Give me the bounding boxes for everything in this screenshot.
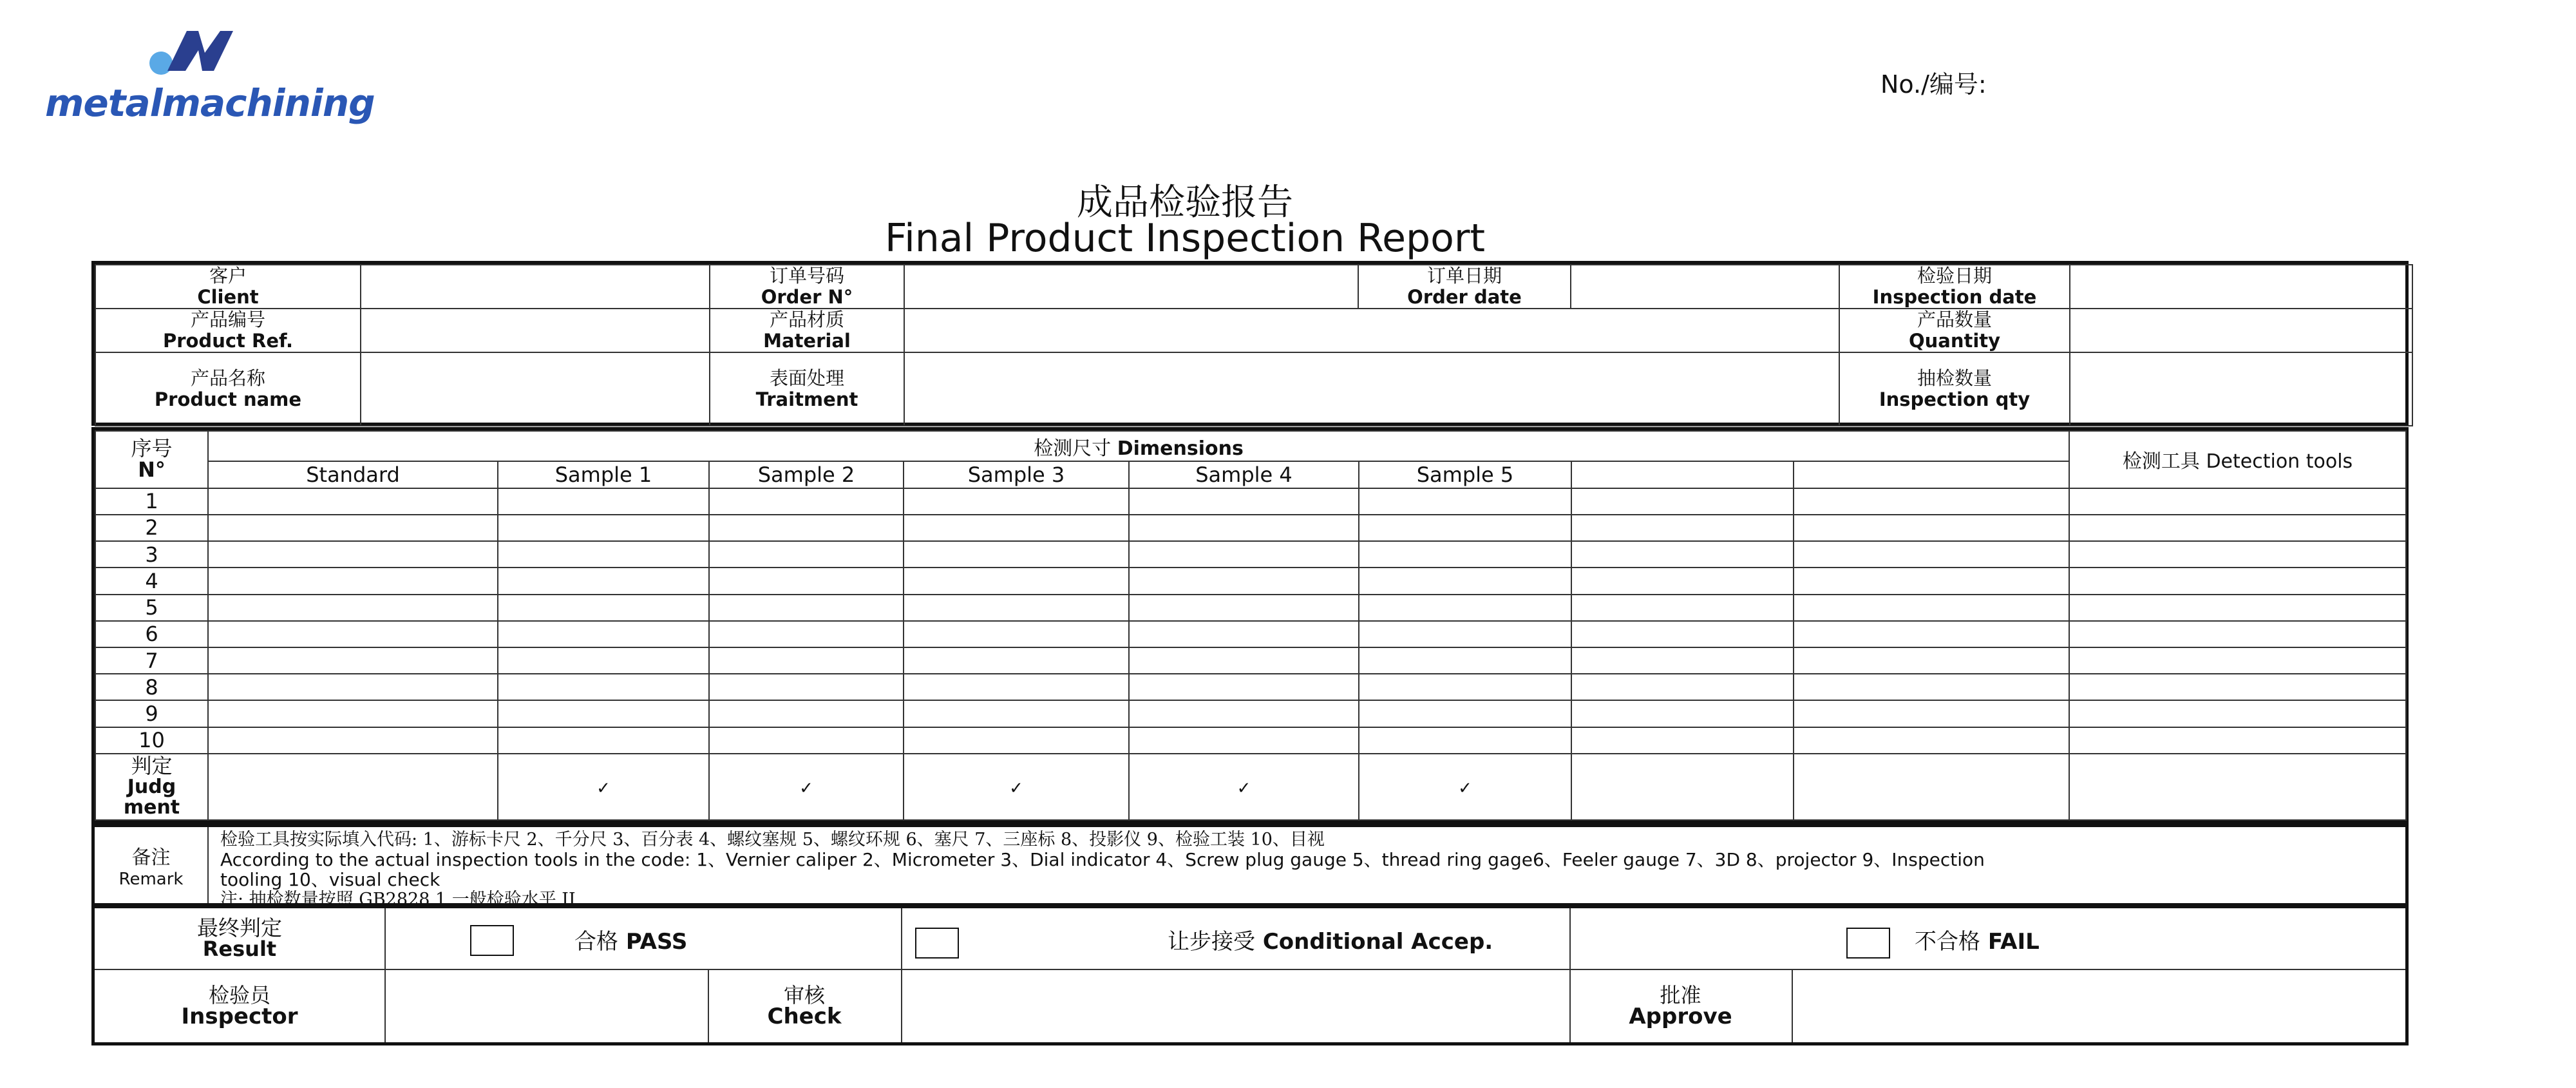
measurement-cell[interactable] (498, 621, 709, 647)
measurement-cell[interactable] (1359, 621, 1571, 647)
treatment-label: 表面处理 Traitment (710, 352, 904, 426)
report-title-cn: 成品检验报告 (1077, 182, 1293, 224)
measurement-cell[interactable] (498, 488, 709, 515)
measurement-cell[interactable] (1359, 727, 1571, 754)
measurement-cell[interactable] (1129, 647, 1359, 674)
row-number-header: 序号 N° (95, 431, 208, 488)
judgment-check-cell[interactable] (498, 754, 709, 820)
conditional-label: 让步接受 Conditional Accep. (1168, 929, 1493, 955)
measurement-cell[interactable] (1794, 595, 2069, 621)
table-row (95, 568, 2406, 594)
material-field[interactable] (904, 309, 1839, 352)
fail-label: 不合格 FAIL (1915, 929, 2040, 955)
row-number: 5 (95, 595, 208, 621)
measurement-cell[interactable] (1794, 568, 2069, 594)
treatment-field[interactable] (904, 352, 1839, 426)
measurement-cell[interactable] (904, 647, 1129, 674)
order-no-field[interactable] (904, 265, 1358, 309)
header-info-section (91, 261, 2409, 426)
check-mark-icon: ✓ (1236, 779, 1251, 799)
measurement-cell[interactable] (498, 674, 709, 700)
measurement-cell[interactable] (498, 700, 709, 727)
check-mark-icon: ✓ (1458, 779, 1472, 799)
inspection-qty-field[interactable] (2070, 352, 2412, 426)
fail-checkbox[interactable] (1846, 928, 1890, 959)
measurement-cell[interactable] (709, 700, 904, 727)
table-row (95, 541, 2406, 568)
measurement-cell[interactable] (208, 621, 498, 647)
remark-line-4: 注: 抽检数量按照 GB2828.1 一般检验水平 II (220, 890, 576, 910)
measurement-cell[interactable] (1359, 647, 1571, 674)
measurement-cell[interactable] (1794, 700, 2069, 727)
material-label: 产品材质 Material (710, 309, 904, 352)
measurement-cell[interactable] (1129, 700, 1359, 727)
measurement-cell[interactable] (709, 621, 904, 647)
measurement-cell[interactable] (2069, 727, 2406, 754)
measurement-cell[interactable] (498, 595, 709, 621)
measurement-cell[interactable] (208, 488, 498, 515)
check-mark-icon: ✓ (596, 779, 611, 799)
measurement-cell[interactable] (1794, 621, 2069, 647)
table-row (95, 488, 2406, 515)
measurement-cell[interactable] (1129, 568, 1359, 594)
measurement-cell[interactable] (709, 647, 904, 674)
measurement-cell[interactable] (498, 515, 709, 541)
col-sample-2: Sample 2 (709, 461, 904, 488)
product-name-label: 产品名称 Product name (95, 352, 361, 426)
measurement-cell[interactable] (1359, 595, 1571, 621)
result-section (91, 905, 2409, 1045)
measurement-cell[interactable] (208, 541, 498, 568)
measurement-cell[interactable] (208, 727, 498, 754)
measurement-cell[interactable] (2069, 515, 2406, 541)
measurement-cell[interactable] (208, 700, 498, 727)
result-row (95, 908, 2405, 970)
measurement-cell[interactable] (208, 515, 498, 541)
judgment-check-cell[interactable] (1359, 754, 1571, 820)
product-ref-field[interactable] (361, 309, 710, 352)
measurement-cell[interactable] (2069, 674, 2406, 700)
logo-text: metalmachining (45, 81, 375, 125)
measurement-cell[interactable] (498, 568, 709, 594)
measurement-cell[interactable] (1359, 674, 1571, 700)
measurement-cell[interactable] (2069, 647, 2406, 674)
measurement-cell[interactable] (709, 568, 904, 594)
measurement-cell[interactable] (208, 595, 498, 621)
measurement-cell[interactable] (709, 488, 904, 515)
approve-field[interactable] (1792, 970, 2405, 1042)
row-number: 6 (95, 621, 208, 647)
measurement-cell[interactable] (1571, 621, 1794, 647)
remark-line-2: According to the actual inspection tools in the code: 1、Vernier caliper 2、Micrometer 3、Dial indicator 4、Screw plug gauge 5、thread ring gage6、Feeler gauge 7、3D 8、projector 9、Inspection (220, 849, 1985, 870)
inspection-qty-label: 抽检数量 Inspection qty (1839, 352, 2070, 426)
quantity-field[interactable] (2070, 309, 2412, 352)
measurement-cell[interactable] (1571, 595, 1794, 621)
col-sample-3: Sample 3 (904, 461, 1129, 488)
measurement-cell[interactable] (1571, 568, 1794, 594)
row-number: 10 (95, 727, 208, 754)
approve-label: 批准 Approve (1569, 970, 1793, 1042)
col-sample-1: Sample 1 (498, 461, 709, 488)
measurement-cell[interactable] (904, 595, 1129, 621)
table-row (95, 727, 2406, 754)
measurement-cell[interactable] (2069, 595, 2406, 621)
measurement-cell[interactable] (2069, 541, 2406, 568)
row-number: 9 (95, 700, 208, 727)
measurement-cell[interactable] (2069, 488, 2406, 515)
measurement-cell[interactable] (1794, 541, 2069, 568)
measurement-cell[interactable] (904, 488, 1129, 515)
measurement-cell[interactable] (1359, 488, 1571, 515)
table-row (95, 700, 2406, 727)
measurement-cell[interactable] (498, 541, 709, 568)
signoff-row (95, 970, 2405, 1042)
measurement-cell[interactable] (1794, 727, 2069, 754)
col-extra-2 (1794, 461, 2069, 488)
table-row (95, 674, 2406, 700)
inspection-date-label: 检验日期 Inspection date (1839, 265, 2070, 309)
check-label: 审核 Check (708, 970, 902, 1042)
measurement-cell[interactable] (1359, 700, 1571, 727)
product-name-field[interactable] (361, 352, 710, 426)
row-number: 8 (95, 674, 208, 700)
measurement-cell[interactable] (904, 568, 1129, 594)
measurement-cell[interactable] (709, 727, 904, 754)
detection-tools-header: 检测工具 Detection tools (2069, 431, 2406, 488)
col-standard: Standard (208, 461, 498, 488)
measurement-cell[interactable] (1129, 595, 1359, 621)
result-label: 最终判定 Result (95, 908, 386, 969)
judgment-check-cell[interactable] (1129, 754, 1359, 820)
measurement-cell[interactable] (2069, 568, 2406, 594)
measurement-cell[interactable] (1129, 541, 1359, 568)
measurement-cell[interactable] (2069, 700, 2406, 727)
table-row (95, 595, 2406, 621)
remark-label: 备注 Remark (95, 827, 209, 903)
order-date-field[interactable] (1571, 265, 1839, 309)
measurement-cell[interactable] (1359, 515, 1571, 541)
measurement-cell[interactable] (904, 541, 1129, 568)
measurement-cell[interactable] (1571, 515, 1794, 541)
table-row (95, 515, 2406, 541)
row-number: 2 (95, 515, 208, 541)
measurement-cell[interactable] (709, 515, 904, 541)
check-mark-icon: ✓ (799, 779, 813, 799)
pass-checkbox[interactable] (470, 925, 514, 956)
dimensions-table (95, 430, 2407, 821)
measurement-cell[interactable] (1571, 488, 1794, 515)
measurement-cell[interactable] (1571, 727, 1794, 754)
col-extra-1 (1571, 461, 1794, 488)
row-number: 3 (95, 541, 208, 568)
col-sample-4: Sample 4 (1129, 461, 1359, 488)
check-mark-icon: ✓ (1009, 779, 1023, 799)
measurement-cell[interactable] (1571, 647, 1794, 674)
measurement-cell[interactable] (1129, 674, 1359, 700)
judgment-check-cell[interactable] (709, 754, 904, 820)
order-no-label: 订单号码 Order N° (710, 265, 904, 309)
judgment-cell[interactable] (1571, 754, 1794, 820)
table-row (95, 647, 2406, 674)
report-title-en: Final Product Inspection Report (884, 216, 1486, 261)
measurement-cell[interactable] (208, 647, 498, 674)
product-ref-label: 产品编号 Product Ref. (95, 309, 361, 352)
remark-text (220, 830, 2367, 910)
check-field[interactable] (901, 970, 1571, 1042)
inspector-field[interactable] (384, 970, 709, 1042)
measurement-cell[interactable] (904, 727, 1129, 754)
measurement-cell[interactable] (208, 674, 498, 700)
measurement-cell[interactable] (1129, 727, 1359, 754)
dimensions-section (91, 427, 2409, 824)
measurement-cell[interactable] (1794, 488, 2069, 515)
dimensions-header: 检测尺寸 Dimensions (208, 431, 2069, 461)
measurement-cell[interactable] (904, 674, 1129, 700)
client-field[interactable] (361, 265, 710, 309)
measurement-cell[interactable] (1359, 568, 1571, 594)
quantity-label: 产品数量 Quantity (1839, 309, 2070, 352)
row-number: 1 (95, 488, 208, 515)
measurement-cell[interactable] (1794, 647, 2069, 674)
measurement-cell[interactable] (1794, 515, 2069, 541)
measurement-cell[interactable] (1129, 488, 1359, 515)
judgment-label: 判定 Judg ment (95, 754, 208, 820)
judgment-cell[interactable] (208, 754, 498, 820)
company-logo (45, 26, 375, 129)
conditional-checkbox[interactable] (915, 928, 959, 959)
remark-section (91, 824, 2409, 910)
pass-label: 合格 PASS (574, 929, 688, 955)
measurement-cell[interactable] (904, 700, 1129, 727)
inspector-label: 检验员 Inspector (95, 970, 386, 1042)
measurement-cell[interactable] (709, 595, 904, 621)
order-date-label: 订单日期 Order date (1358, 265, 1571, 309)
measurement-cell[interactable] (1794, 674, 2069, 700)
judgment-check-cell[interactable] (904, 754, 1129, 820)
document-number-label: No./编号: (1880, 70, 1987, 99)
measurement-cell[interactable] (498, 727, 709, 754)
measurement-cell[interactable] (1571, 541, 1794, 568)
judgment-cell[interactable] (2069, 754, 2406, 820)
client-label: 客户 Client (95, 265, 361, 309)
measurement-cell[interactable] (1571, 674, 1794, 700)
measurement-cell[interactable] (1129, 621, 1359, 647)
measurement-cell[interactable] (709, 541, 904, 568)
judgment-cell[interactable] (1794, 754, 2069, 820)
judgment-row (95, 754, 2406, 820)
measurement-cell[interactable] (1129, 515, 1359, 541)
row-number: 4 (95, 568, 208, 594)
measurement-cell[interactable] (1571, 700, 1794, 727)
measurement-cell[interactable] (208, 568, 498, 594)
logo-mark-icon (142, 26, 251, 77)
row-number: 7 (95, 647, 208, 674)
table-row (95, 621, 2406, 647)
measurement-cell[interactable] (709, 674, 904, 700)
measurement-cell[interactable] (904, 621, 1129, 647)
measurement-cell[interactable] (2069, 621, 2406, 647)
col-sample-5: Sample 5 (1359, 461, 1571, 488)
remark-line-3: tooling 10、visual check (220, 869, 440, 890)
measurement-cell[interactable] (1359, 541, 1571, 568)
measurement-cell[interactable] (498, 647, 709, 674)
inspection-date-field[interactable] (2070, 265, 2412, 309)
remark-line-1: 检验工具按实际填入代码: 1、游标卡尺 2、千分尺 3、百分表 4、螺纹塞规 5、螺纹环规 6、塞尺 7、三座标 8、投影仪 9、检验工装 10、目视 (220, 830, 1325, 850)
measurement-cell[interactable] (904, 515, 1129, 541)
